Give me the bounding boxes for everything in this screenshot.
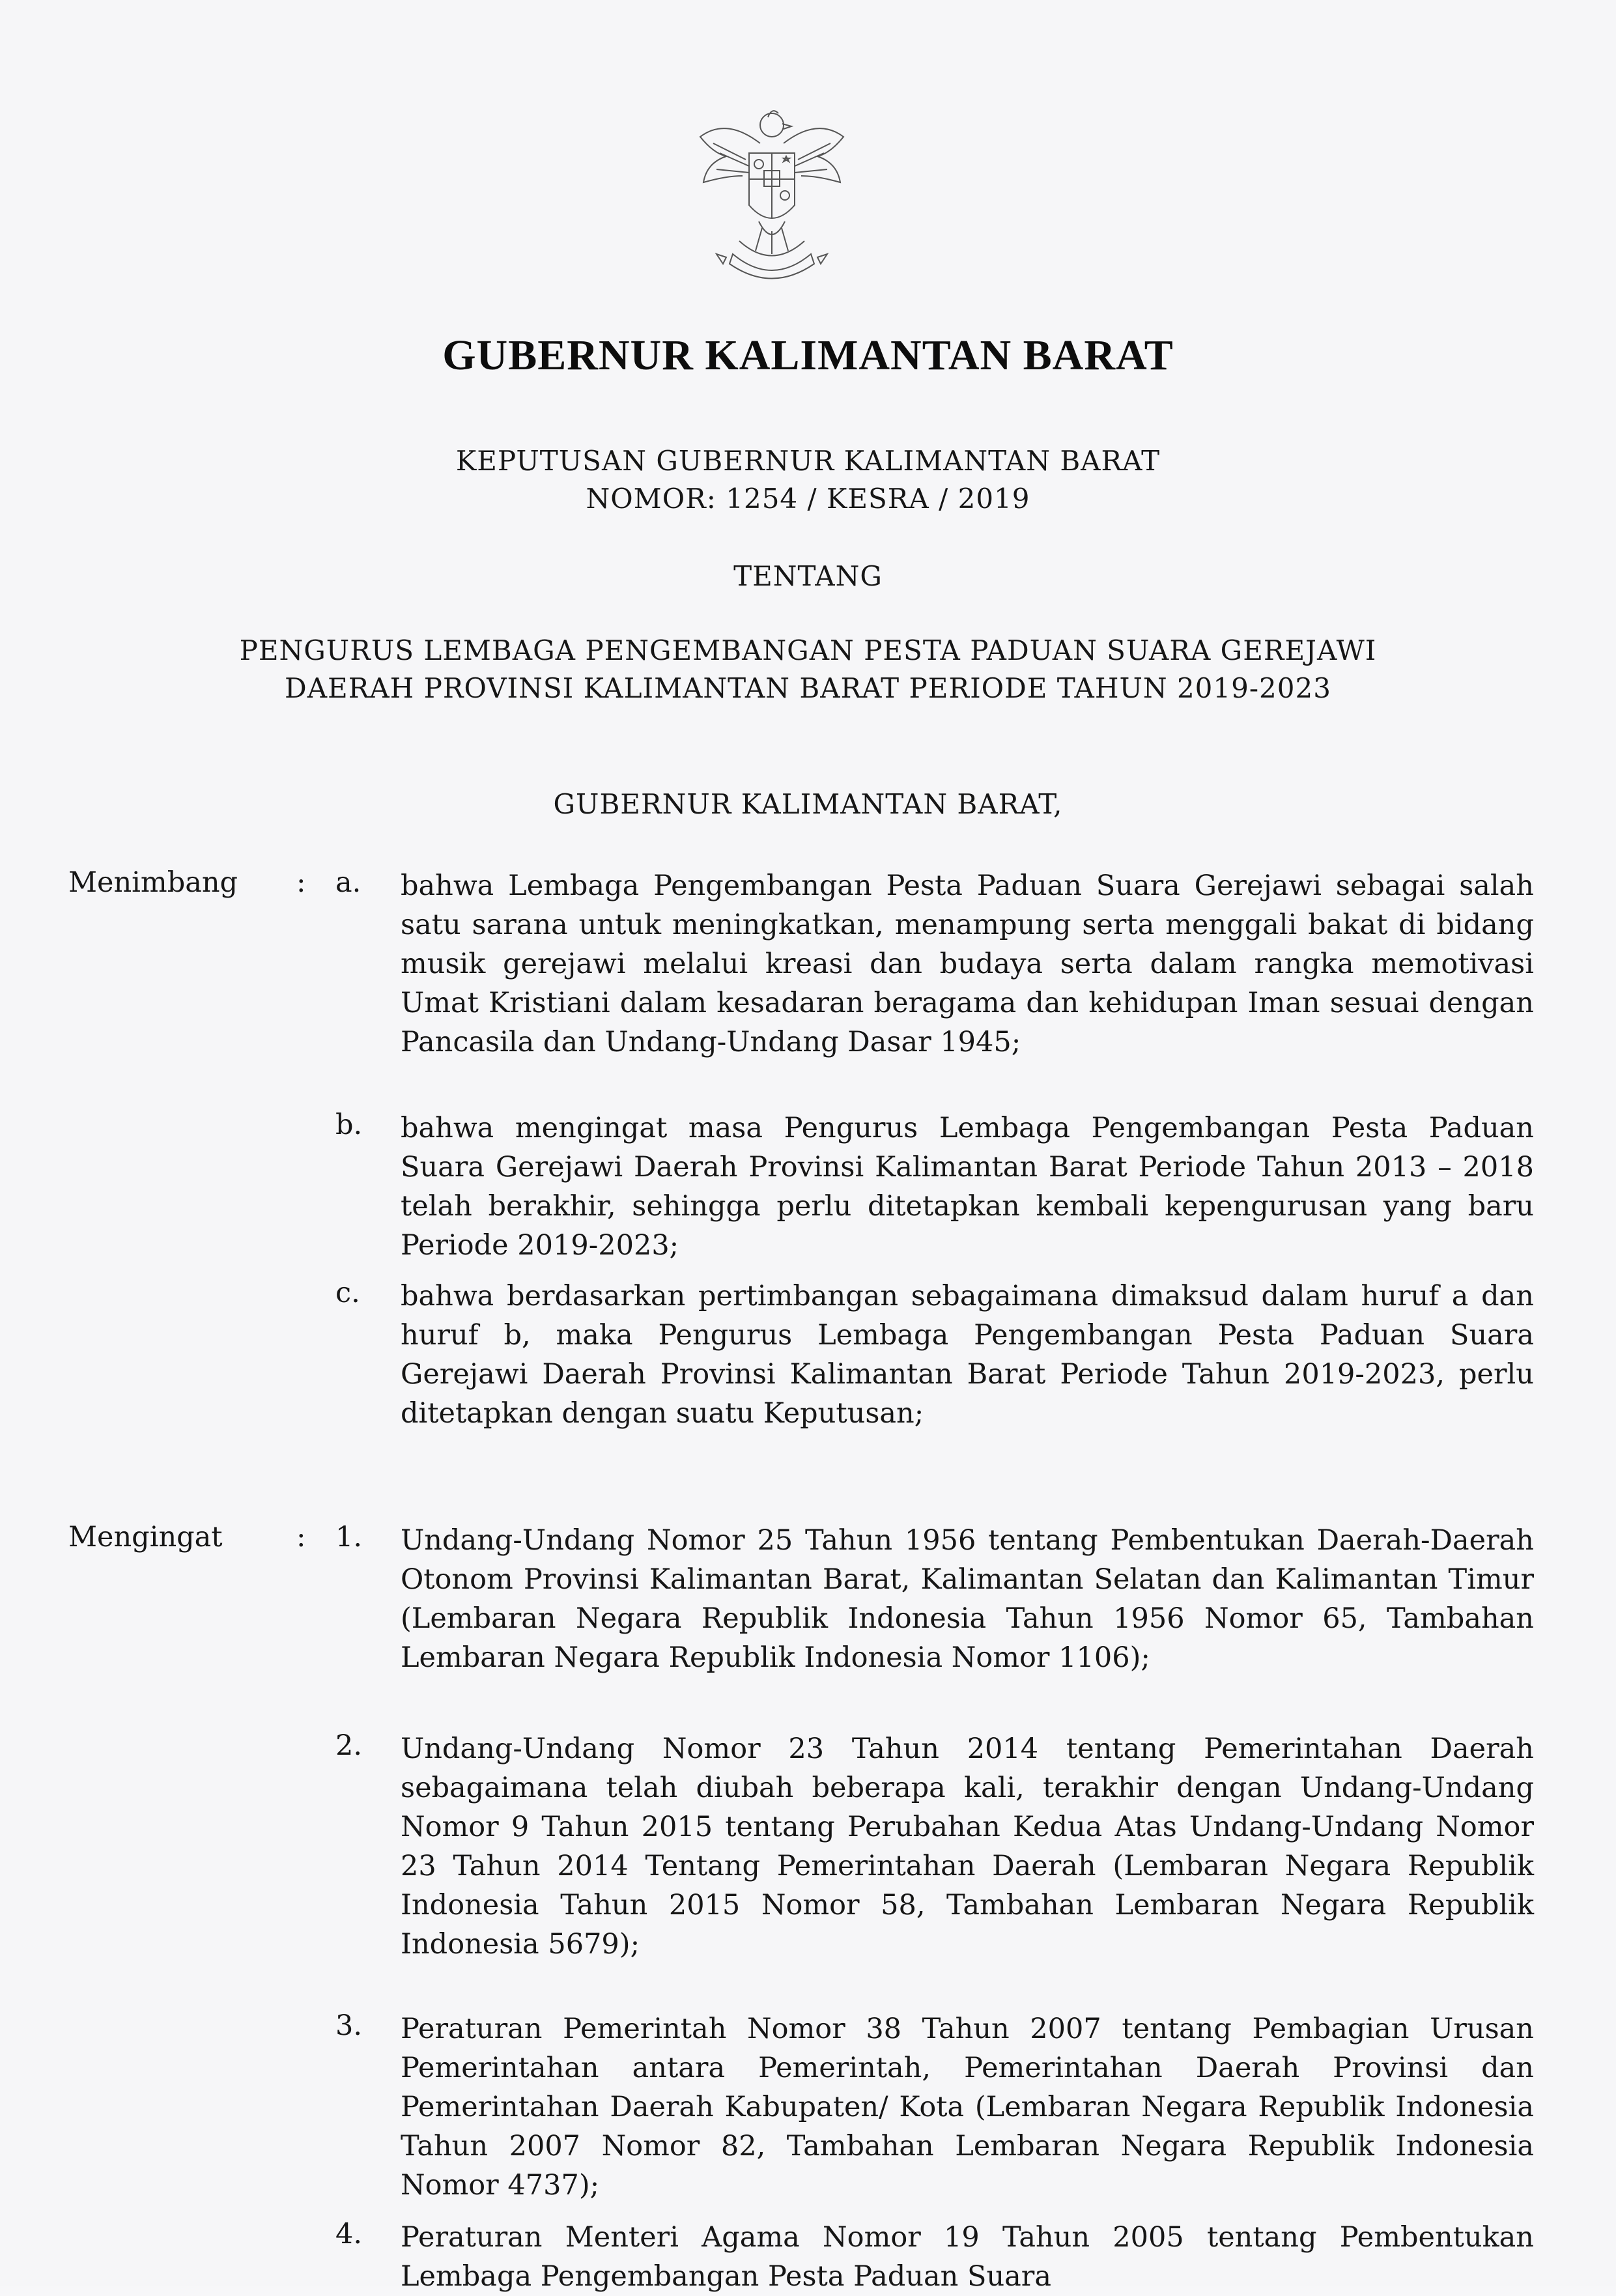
item-text: Undang-Undang Nomor 23 Tahun 2014 tentang Pemerintahan Daerah sebagaimana telah diubah beberapa kali, terakhir dengan Undang-Undang Nomor 9 Tahun 2015 tentang Perubahan Kedua Atas Undang-Undang Nomor 23 Tahun 2014 Tentang Pemerintahan Daerah (Lembaran Negara Republik Indonesia Tahun 2015 Nomor 58, Tambahan Lembaran Negara Republik Indonesia 5679); — [401, 1733, 1534, 1961]
section-label: Mengingat — [68, 1521, 223, 1553]
item-marker: 2. — [335, 1729, 363, 1762]
subject-line-2: DAERAH PROVINSI KALIMANTAN BARAT PERIODE TAHUN 2019-2023 — [285, 672, 1331, 704]
section-colon: : — [296, 866, 306, 899]
item-marker: b. — [335, 1109, 363, 1141]
item-marker: 3. — [335, 2009, 363, 2042]
item-marker: c. — [335, 1277, 360, 1309]
item-marker: 1. — [335, 1521, 363, 1553]
section-colon: : — [296, 1521, 306, 1553]
item-text: Peraturan Pemerintah Nomor 38 Tahun 2007 tentang Pembagian Urusan Pemerintahan antara Pemerintah, Pemerintahan Daerah Provinsi dan Pemerintahan Daerah Kabupaten/ Kota (Lembaran Negara Republik Indonesia Tahun 2007 Nomor 82, Tambahan Lembaran Negara Republik Indonesia Nomor 4737); — [401, 2013, 1534, 2202]
section-label: Menimbang — [68, 866, 238, 899]
item-text: bahwa Lembaga Pengembangan Pesta Paduan Suara Gerejawi sebagai salah satu sarana untuk meningkatkan, menampung serta menggali bakat di bidang musik gerejawi melalui kreasi dan budaya serta dalam rangka memotivasi Umat Kristiani dalam kesadaran beragama dan kehidupan Iman sesuai dengan Pancasila dan Undang-Undang Dasar 1945; — [401, 870, 1534, 1058]
about-heading: TENTANG — [733, 560, 883, 592]
issuer-heading: GUBERNUR KALIMANTAN BARAT, — [553, 788, 1063, 820]
decree-number: NOMOR: 1254 / KESRA / 2019 — [586, 483, 1030, 515]
item-marker: a. — [335, 866, 361, 899]
garuda-emblem-icon — [687, 91, 857, 293]
subject-line-1: PENGURUS LEMBAGA PENGEMBANGAN PESTA PADUAN SUARA GEREJAWI — [239, 634, 1377, 666]
item-marker: 4. — [335, 2218, 363, 2250]
governor-heading: GUBERNUR KALIMANTAN BARAT — [442, 332, 1174, 379]
item-text: Undang-Undang Nomor 25 Tahun 1956 tentang Pembentukan Daerah-Daerah Otonom Provinsi Kalimantan Barat, Kalimantan Selatan dan Kalimantan Timur (Lembaran Negara Republik Indonesia Tahun 1956 Nomor 65, Tambahan Lembaran Negara Republik Indonesia Nomor 1106); — [401, 1524, 1534, 1674]
item-text: bahwa berdasarkan pertimbangan sebagaimana dimaksud dalam huruf a dan huruf b, maka Pengurus Lembaga Pengembangan Pesta Paduan Suara Gerejawi Daerah Provinsi Kalimantan Barat Periode Tahun 2019-2023, perlu ditetapkan dengan suatu Keputusan; — [401, 1280, 1534, 1430]
item-text: Peraturan Menteri Agama Nomor 19 Tahun 2005 tentang Pembentukan Lembaga Pengembangan Pesta Paduan Suara — [401, 2221, 1534, 2293]
item-text: bahwa mengingat masa Pengurus Lembaga Pengembangan Pesta Paduan Suara Gerejawi Daerah Provinsi Kalimantan Barat Periode Tahun 2013 – 2018 telah berakhir, sehingga perlu ditetapkan kembali kepengurusan yang baru Periode 2019-2023; — [401, 1112, 1534, 1262]
decree-title: KEPUTUSAN GUBERNUR KALIMANTAN BARAT — [455, 445, 1161, 477]
